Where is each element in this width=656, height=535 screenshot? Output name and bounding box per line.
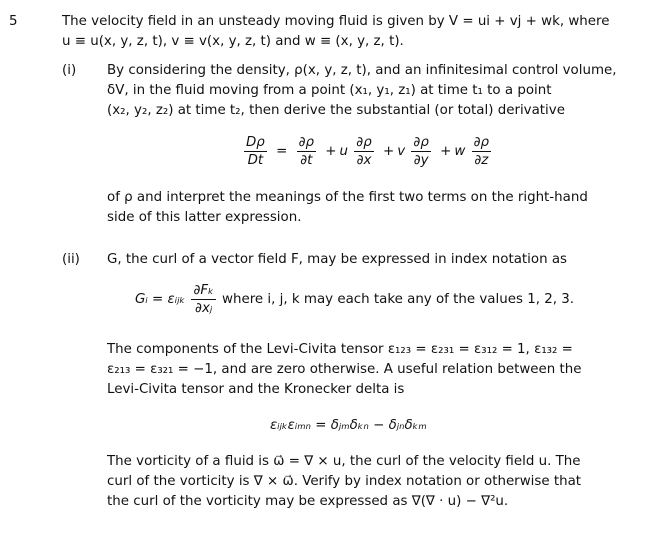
intro-line-2: u ≡ u(x, y, z, t), v ≡ v(x, y, z, t) and w ≡ (x, y, z, t). [62,34,404,49]
vorticity-line-1: The vorticity of a fluid is ω⃗ = ∇ × u, the curl of the velocity field u. The [107,454,581,469]
y-term-fraction: $\frac{\partial\rho}{\partial y}$ [413,135,429,168]
intro-line-1: The velocity field in an unsteady moving fluid is given by V = ui + vj + wk, where [62,14,610,29]
part-i-after-line-2: side of this latter expression. [107,210,302,225]
part-i-after-line-1: of ρ and interpret the meanings of the first two terms on the right-hand [107,190,588,205]
question-number: 5 [9,14,18,29]
part-i-line-1: By considering the density, ρ(x, y, z, t), and an infinitesimal control volume, [107,63,617,78]
z-term-fraction: $\frac{\partial\rho}{\partial z}$ [473,135,490,168]
part-ii-line-1: G, the curl of a vector field F, may be expressed in index notation as [107,252,568,267]
x-term-fraction: $\frac{\partial\rho}{\partial x}$ [356,135,372,168]
part-i-label: (i) [62,63,77,78]
epsilon-delta-identity: εᵢⱼₖεᵢₘₙ = δⱼₘδₖₙ − δⱼₙδₖₘ [270,418,427,433]
substantial-derivative-equation: $\frac{D\rho}{Dt}$ = $\frac{\partial\rho}{\partial t}$ + u $\frac{\partial\rho}{\partial x}$ + v $\frac{\partial\rho}{\partial y}$ + w $\frac{\partial\rho}{\partial z}$ [246,135,490,168]
levi-civita-line-1: The components of the Levi-Civita tensor ε₁₂₃ = ε₂₃₁ = ε₃₁₂ = 1, ε₁₃₂ = [107,342,573,357]
part-i-line-3: (x₂, y₂, z₂) at time t₂, then derive the substantial (or total) derivative [107,103,565,118]
vorticity-line-2: curl of the vorticity is ∇ × ω⃗. Verify by index notation or otherwise that [107,474,582,489]
part-i-line-2: δV, in the fluid moving from a point (x₁, y₁, z₁) at time t₁ to a point [107,83,552,98]
time-term-fraction: $\frac{\partial\rho}{\partial t}$ [298,135,315,168]
curl-index-equation: Gᵢ = εᵢⱼₖ $\frac{\text{∂Fₖ}}{\text{∂xⱼ}}$ where i, j, k may each take any of the values 1, 2, 3. [135,283,575,316]
levi-civita-line-3: Levi-Civita tensor and the Kronecker delta is [107,382,405,397]
levi-civita-line-2: ε₂₁₃ = ε₃₂₁ = −1, and are zero otherwise. A useful relation between the [107,362,582,377]
part-ii-label: (ii) [62,252,80,267]
vorticity-line-3: the curl of the vorticity may be expressed as ∇(∇ · u) − ∇²u. [107,494,509,509]
lhs-fraction: $\frac{D\rho}{Dt}$ [246,135,265,168]
curl-fraction: $\frac{\text{∂Fₖ}}{\text{∂xⱼ}}$ [193,283,214,316]
